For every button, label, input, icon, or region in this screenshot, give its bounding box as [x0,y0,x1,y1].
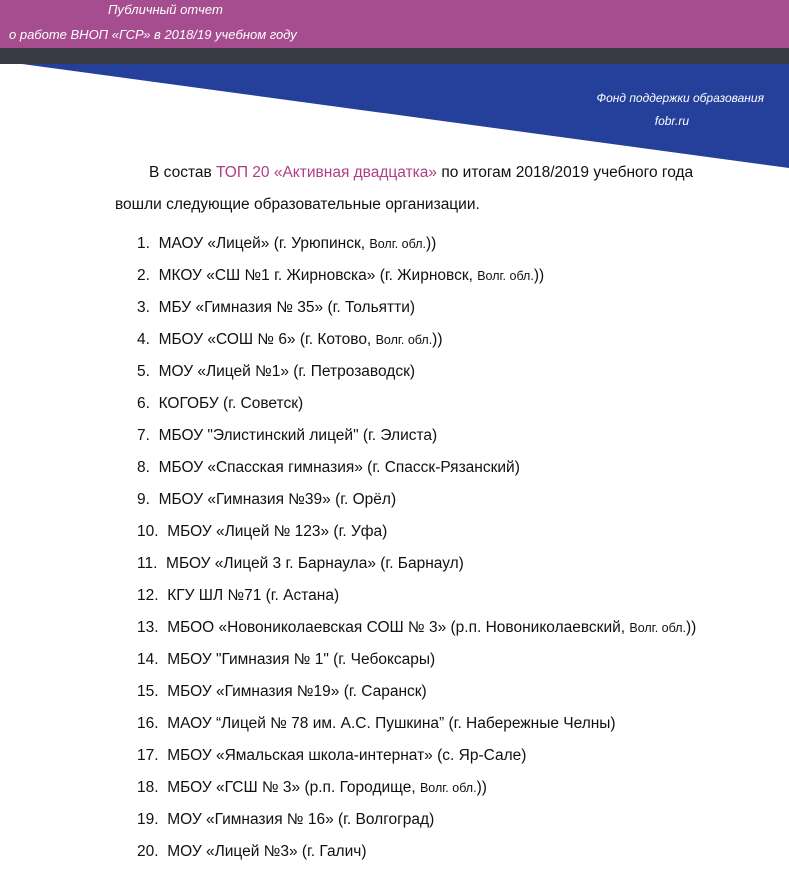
list-item-close: )) [432,331,443,348]
list-item-text: МБОО «Новониколаевская СОШ № 3» (р.п. Новониколаевский, [167,619,630,636]
list-item-text: КОГОБУ (г. Советск) [158,395,304,412]
list-item-region: Волг. обл. [419,781,477,795]
list-item-number: 8. [137,459,150,476]
intro-highlight: ТОП 20 «Активная двадцатка» [216,164,438,181]
intro-line2: вошли следующие образовательные организации. [115,196,480,213]
list-item-region: Волг. обл. [375,333,433,347]
list-item [137,644,696,676]
intro-text-before: В состав [149,164,217,181]
list-item-number: 19. [137,811,159,828]
list-item-text: МБОУ «Лицей № 123» (г. Уфа) [167,523,388,540]
list-item [137,836,696,868]
list-item [137,612,696,644]
list-item-number: 17. [137,747,159,764]
list-item [137,548,696,580]
list-item-text: МАОУ “Лицей № 78 им. А.С. Пушкина” (г. Набережные Челны) [167,715,616,732]
list-item-number: 14. [137,651,159,668]
intro-line1 [115,157,755,189]
intro-paragraph [115,157,755,221]
list-item-region: Волг. обл. [477,269,534,283]
list-item [137,292,696,324]
list-item-text: МБУ «Гимназия № 35» (г. Тольятти) [158,299,416,316]
list-item-region: Волг. обл. [369,237,426,251]
list-item-text: МБОУ "Гимназия № 1" (г. Чебоксары) [167,651,436,668]
list-item [137,420,696,452]
list-item-number: 7. [137,427,150,444]
list-item-number: 1. [137,235,150,252]
list-item-text: МКОУ «СШ №1 г. Жирновска» (г. Жирновск, [158,267,478,284]
intro-text-after: по итогам 2018/2019 учебного года [437,164,694,181]
fund-site: fobr.ru [654,114,689,128]
list-item-number: 20. [137,843,159,860]
list-item-number: 10. [137,523,159,540]
list-item-number: 16. [137,715,159,732]
list-item [137,228,696,260]
list-item-close: )) [685,619,697,636]
report-title-line2: о работе ВНОП «ГСР» в 2018/19 учебном году [9,27,297,42]
list-item-text: КГУ ШЛ №71 (г. Астана) [167,587,340,604]
list-item [137,708,696,740]
list-item [137,388,696,420]
list-item-number: 3. [137,299,150,316]
list-item [137,260,696,292]
list-item-number: 4. [137,331,150,348]
list-item-text: МАОУ «Лицей» (г. Урюпинск, [158,235,370,252]
list-item [137,676,696,708]
list-item-text: МБОУ «СОШ № 6» (г. Котово, [158,331,376,348]
list-item-close: )) [426,235,437,252]
list-item-close: )) [533,267,545,284]
list-item [137,324,696,356]
list-item-number: 15. [137,683,159,700]
list-item-number: 12. [137,587,159,604]
organizations-list [137,228,696,868]
list-item [137,484,696,516]
list-item [137,516,696,548]
list-item-number: 18. [137,779,159,796]
list-item-number: 5. [137,363,150,380]
list-item [137,356,696,388]
list-item-number: 13. [137,619,159,636]
banner-graphic [0,0,789,168]
list-item-number: 11. [137,555,158,572]
list-item-text: МОУ «Лицей №1» (г. Петрозаводск) [158,363,416,380]
list-item-number: 9. [137,491,150,508]
list-item-text: МБОУ «Лицей 3 г. Барнаула» (г. Барнаул) [166,555,464,572]
list-item [137,740,696,772]
list-item-text: МБОУ "Элистинский лицей" (г. Элиста) [158,427,438,444]
list-item-number: 6. [137,395,150,412]
list-item [137,452,696,484]
report-title-line1: Публичный отчет [108,2,223,17]
list-item-number: 2. [137,267,150,284]
list-item-text: МБОУ «ГСШ № 3» (р.п. Городище, [167,779,420,796]
list-item [137,804,696,836]
list-item-text: МБОУ «Гимназия №19» (г. Саранск) [167,683,427,700]
list-item-text: МОУ «Гимназия № 16» (г. Волгоград) [167,811,435,828]
list-item-text: МБОУ «Ямальская школа-интернат» (с. Яр-Сале) [167,747,527,764]
list-item [137,580,696,612]
fund-name: Фонд поддержки образования [596,91,764,105]
list-item-close: )) [476,779,487,796]
list-item-region: Волг. обл. [629,621,686,635]
list-item-text: МОУ «Лицей №3» (г. Галич) [167,843,367,860]
list-item-text: МБОУ «Спасская гимназия» (г. Спасск-Рязанский) [158,459,520,476]
header-banner [0,0,789,168]
list-item-text: МБОУ «Гимназия №39» (г. Орёл) [158,491,397,508]
list-item [137,772,696,804]
